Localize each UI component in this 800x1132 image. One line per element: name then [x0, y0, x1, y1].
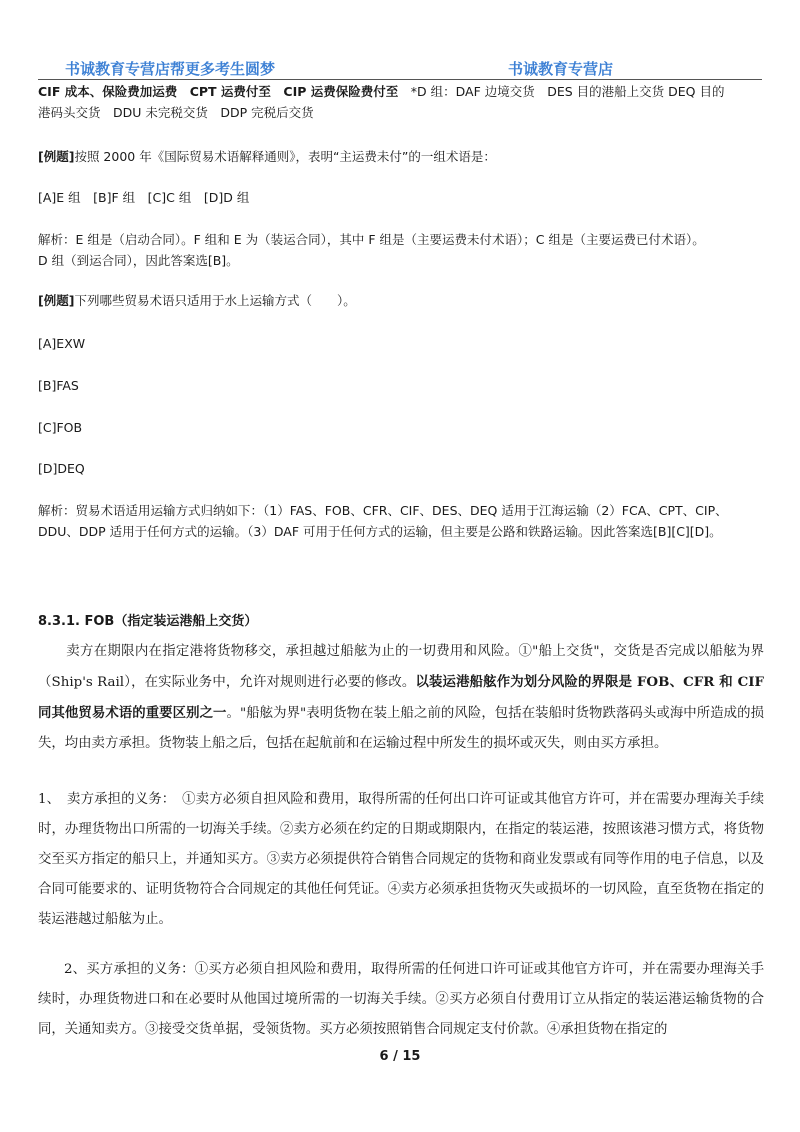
- header-divider: [38, 79, 762, 80]
- header-left-text: 书诚教育专营店帮更多考生圆梦: [65, 60, 276, 78]
- option-a: [A]EXW: [38, 336, 86, 351]
- terms-line1-rest: *D 组：DAF 边境交货 DES 目的港船上交货 DEQ 目的: [398, 84, 725, 99]
- terms-line2: 港码头交货 DDU 未完税交货 DDP 完税后交货: [38, 105, 314, 120]
- option-d: [D]DEQ: [38, 461, 85, 476]
- example-1-question: [38, 146, 764, 167]
- example-2-tag: [例题]: [38, 293, 75, 308]
- example-2-analysis-line1: 解析：贸易术语适用运输方式归纳如下：（1）FAS、FOB、CFR、CIF、DES、DEQ 适用于江海运输（2）FCA、CPT、CIP、: [38, 503, 728, 518]
- header-right-text: 书诚教育专营店: [508, 60, 614, 78]
- page-number: 6 / 15: [379, 1049, 421, 1064]
- seller-obligations-paragraph: 1、 卖方承担的义务： ①卖方必须自担风险和费用，取得所需的任何出口许可证或其他官方许可，并在需要办理海关手续时，办理货物出口所需的一切海关手续。②卖方必须在约定的日期或期限内，在指定的装运港，按照该港习惯方式，将货物交至买方指定的船只上，并通知买方。③卖方必须提供符合销售合同规定的货物和商业发票或有同等作用的电子信息，以及合同可能要求的、证明货物符合合同规定的其他任何凭证。④卖方必须承担货物灭失或损坏的一切风险，直至货物在指定的装运港越过船舷为止。: [38, 792, 764, 927]
- example-1-analysis: [38, 229, 764, 271]
- option-c: [C]FOB: [38, 420, 83, 435]
- paragraph-1-part-b: 。"船舷为界"表明货物在装上船之前的风险，包括在装船时货物跌落码头或海中所造成的损失，均由卖方承担。货物装上船之后，包括在起航前和在运输过程中所发生的损坏或灭失，则由买方承担。: [38, 706, 764, 751]
- page-header: [0, 58, 800, 80]
- paragraph-1-emphasis: 以装运港船舷作为划分风险的界限是 FOB、CFR 和 CIF 同其他贸易术语的重要区别之一: [38, 674, 764, 721]
- terms-paragraph: [38, 81, 764, 123]
- paragraph-1-part-a: 卖方在期限内在指定港将货物移交，承担越过船舷为止的一切费用和风险。①"船上交货"，交货是否完成以船舷为界（Ship's Rail），在实际业务中，允许对规则进行必要的修改。: [38, 644, 764, 690]
- example-2-analysis-line2: DDU、DDP 适用于任何方式的运输。（3）DAF 可用于任何方式的运输，但主要是公路和铁路运输。因此答案选[B][C][D]。: [38, 524, 722, 539]
- example-1-analysis-line1: 解析：E 组是（启动合同）。F 组和 E 为（装运合同），其中 F 组是（主要运费未付术语）；C 组是（主要运费已付术语）。: [38, 232, 705, 247]
- buyer-obligations-text: 2、买方承担的义务：①买方必须自担风险和费用，取得所需的任何进口许可证或其他官方许可，并在需要办理海关手续时，办理货物进口和在必要时从他国过境所需的一切海关手续。②买方必须自付费用订立从指定的装运港运输货物的合同，关通知卖方。③接受交货单据，受领货物。买方必须按照销售合同规定支付价款。④承担货物在指定的: [38, 962, 764, 1037]
- terms-bold: CIF 成本、保险费加运费 CPT 运费付至 CIP 运费保险费付至: [38, 84, 399, 99]
- example-1-options: [A]E 组 [B]F 组 [C]C 组 [D]D 组: [38, 190, 250, 205]
- example-2-text: 下列哪些贸易术语只适用于水上运输方式（ ）。: [74, 293, 356, 308]
- section-paragraph-1: [38, 637, 764, 759]
- example-2-analysis: [38, 500, 764, 542]
- option-b: [B]FAS: [38, 378, 79, 393]
- example-1-analysis-line2: D 组（到运合同），因此答案选[B]。: [38, 253, 239, 268]
- example-2-question: [38, 290, 764, 311]
- section-heading: 8.3.1. FOB（指定装运港船上交货）: [38, 614, 258, 629]
- example-1-tag: [例题]: [38, 149, 75, 164]
- example-1-text: 按照 2000 年《国际贸易术语解释通则》，表明“主运费未付”的一组术语是：: [74, 149, 496, 164]
- buyer-obligations-paragraph: [38, 955, 764, 1045]
